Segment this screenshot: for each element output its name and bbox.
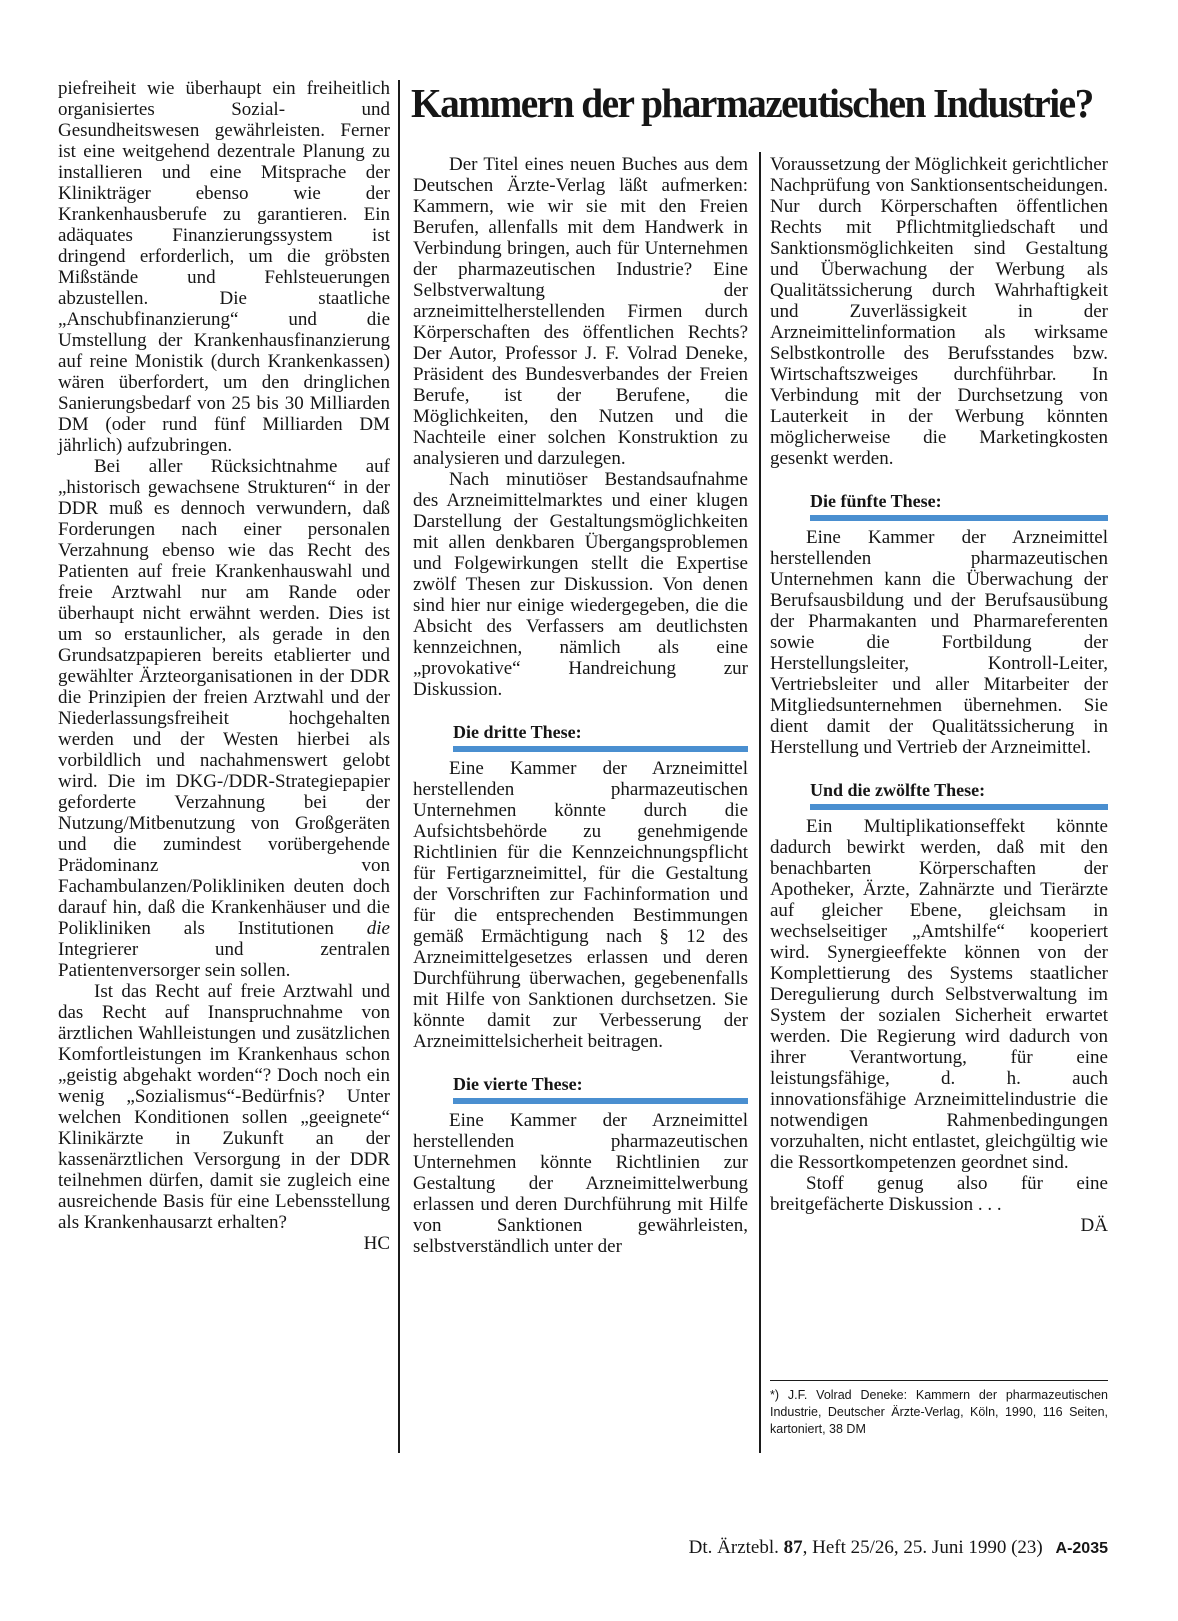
paragraph: Stoff genug also für eine breitgefächerte Diskussion . . . — [770, 1173, 1108, 1215]
page-number: A-2035 — [1055, 1540, 1108, 1557]
paragraph: Bei aller Rücksichtnahme auf „historisch gewachsene Strukturen“ in der DDR muß es dennoch verwundern, daß Forderungen nach einer personalen Verzahnung ebenso wie das Recht des Patienten auf freie Krankenhauswahl und freie Arztwahl nur am Rande oder überhaupt nicht erwähnt werden. Dies ist um so erstaunlicher, als gerade in den Grundsatzpapieren bereits etablierter und gewählter Ärzteorganisationen in der DDR die Prinzipien der freien Arztwahl und der Niederlassungsfreiheit hochgehalten werden und der Westen hierbei als vorbildlich und nachahmenswert gelobt wird. Die im DKG-/DDR-Strategiepapier geforderte Verzahnung bei der Nutzung/Mitbenutzung von Großgeräten und die zumindest vorübergehende Prädominanz von Fachambulanzen/Polikliniken deuten doch darauf hin, daß die Krankenhäuser und die Polikliniken als Institutionen die Integrierer und zentralen Patientenversorger sein sollen. — [58, 456, 390, 981]
issue-info: , Heft 25/26, 25. Juni 1990 (23) — [802, 1537, 1043, 1558]
subheading-fourth-thesis: Die vierte These: — [453, 1074, 748, 1104]
author-initials: DÄ — [1080, 1215, 1108, 1236]
article-headline: Kammern der pharmazeutischen Industrie? — [411, 80, 1093, 126]
left-column — [58, 78, 390, 1254]
volume-number: 87 — [783, 1537, 803, 1558]
journal-name: Dt. Ärztebl. — [688, 1537, 779, 1558]
subheading-fifth-thesis: Die fünfte These: — [810, 491, 1108, 521]
subheading-third-thesis: Die dritte These: — [453, 722, 748, 752]
author-initials: HC — [363, 1233, 390, 1254]
paragraph: Der Titel eines neuen Buches aus dem Deutschen Ärzte-Verlag läßt aufmerken: Kammern, wie wir sie mit den Freien Berufen, allenfalls mit dem Handwerk in Verbindung bringen, auch für Unternehmen der pharmazeutischen Industrie? Eine Selbstverwaltung der arzneimittelherstellenden Firmen durch Körperschaften des öffentlichen Rechts? Der Autor, Professor J. F. Volrad Deneke, Präsident des Bundesverbandes der Freien Berufe, ist der Berufene, die Möglichkeiten, den Nutzen und die Nachteile einer solchen Konstruktion zu analysieren und darzulegen. — [413, 154, 748, 469]
paragraph: Ein Multiplikationseffekt könnte dadurch bewirkt werden, daß mit den benachbarten Körperschaften der Apotheker, Ärzte, Zahnärzte und Tierärzte auf gleicher Ebene, gleichsam in wechselseitiger „Amtshilfe“ kooperiert wird. Synergieeffekte können von der Komplettierung des Systems staatlicher Deregulierung durch Selbstverwaltung im System der sozialen Sicherheit erwartet werden. Die Regierung wird dadurch von ihrer Verantwortung, für eine leistungsfähige, d. h. auch innovationsfähige Arzneimittelindustrie die notwendigen Rahmenbedingungen vorzuhalten, nicht entlastet, gleichgültig wie die Ressortkompetenzen geordnet sind. — [770, 816, 1108, 1173]
paragraph: piefreiheit wie überhaupt ein freiheitlich organisiertes Sozial- und Gesundheitswesen gewährleisten. Ferner ist eine weitgehend dezentrale Planung zu installieren und eine Mitsprache der Klinikträger ebenso wie der Krankenhausberufe zu garantieren. Ein adäquates Finanzierungssystem ist dringend erforderlich, um die gröbsten Mißstände und Fehlsteuerungen abzustellen. Die staatliche „Anschubfinanzierung“ und die Umstellung der Krankenhausfinanzierung auf reine Monistik (durch Krankenkassen) wären überfordert, um den dringlichen Sanierungsbedarf von 25 bis 30 Milliarden DM (oder rund fünf Milliarden DM jährlich) aufzubringen. — [58, 78, 390, 456]
right-column — [770, 154, 1108, 1236]
column-divider — [398, 80, 400, 1453]
footnote: *) J.F. Volrad Deneke: Kammern der pharmazeutischen Industrie, Deutscher Ärzte-Verlag, Köln, 1990, 116 Seiten, kartoniert, 38 DM — [770, 1380, 1108, 1438]
column-divider — [759, 152, 761, 1453]
paragraph: Eine Kammer der Arzneimittel herstellenden pharmazeutischen Unternehmen könnte durch die Aufsichtsbehörde zu genehmigende Richtlinien für die Kennzeichnungspflicht für Fertigarzneimittel, für die Gestaltung der Vorschriften zur Fachinformation und für die entsprechenden Bestimmungen gemäß Ermächtigung nach § 12 des Arzneimittelgesetzes erlassen und deren Durchführung überwachen, gegebenenfalls mit Hilfe von Sanktionen durchsetzen. Sie könnte damit zur Verbesserung der Arzneimittelsicherheit beitragen. — [413, 758, 748, 1052]
paragraph: Voraussetzung der Möglichkeit gerichtlicher Nachprüfung von Sanktionsentscheidungen. Nur durch Körperschaften öffentlichen Rechts mit Pflichtmitgliedschaft und Sanktionsmöglichkeiten sind Gestaltung und Überwachung der Werbung als Qualitätssicherung durch Wahrhaftigkeit und Zuverlässigkeit in der Arzneimittelinformation als wirksame Selbstkontrolle des Berufsstandes bzw. Wirtschaftszweiges durchführbar. In Verbindung mit der Durchsetzung von Lauterkeit in der Werbung könnten möglicherweise die Marketingkosten gesenkt werden. — [770, 154, 1108, 469]
subheading-twelfth-thesis: Und die zwölfte These: — [810, 780, 1108, 810]
paragraph: Nach minutiöser Bestandsaufnahme des Arzneimittelmarktes und einer klugen Darstellung der Gestaltungsmöglichkeiten mit allen denkbaren Übergangsproblemen und Folgewirkungen stellt die Expertise zwölf Thesen zur Diskussion. Von denen sind hier nur einige wiedergegeben, die die Absicht des Verfassers am deutlichsten kennzeichnen, nämlich als eine „provokative“ Handreichung zur Diskussion. — [413, 469, 748, 700]
paragraph: Ist das Recht auf freie Arztwahl und das Recht auf Inanspruchnahme von ärztlichen Wahlleistungen und zusätzlichen Komfortleistungen im Krankenhaus schon „geistig abgehakt worden“? Doch noch ein wenig „Sozialismus“-Bedürfnis? Unter welchen Konditionen sollen „geeignete“ Klinikärzte in Zukunft an der kassenärztlichen Versorgung in der DDR teilnehmen dürfen, damit sie zugleich eine ausreichende Basis für eine Lebensstellung als Krankenhausarzt erhalten? — [58, 981, 390, 1233]
page-footer — [620, 1537, 1108, 1559]
middle-column — [413, 154, 748, 1257]
paragraph: Eine Kammer der Arzneimittel herstellenden pharmazeutischen Unternehmen könnte Richtlinien zur Gestaltung der Arzneimittelwerbung erlassen und deren Durchführung mit Hilfe von Sanktionen gewährleisten, selbstverständlich unter der — [413, 1110, 748, 1257]
paragraph: Eine Kammer der Arzneimittel herstellenden pharmazeutischen Unternehmen kann die Überwachung der Berufsausbildung und der Berufsausübung der Pharmakanten und Pharmareferenten sowie die Fortbildung der Herstellungsleiter, Kontroll-Leiter, Vertriebsleiter und aller Mitarbeiter der Mitgliedsunternehmen übernehmen. Sie dient damit der Qualitätssicherung in Herstellung und Vertrieb der Arzneimittel. — [770, 527, 1108, 758]
